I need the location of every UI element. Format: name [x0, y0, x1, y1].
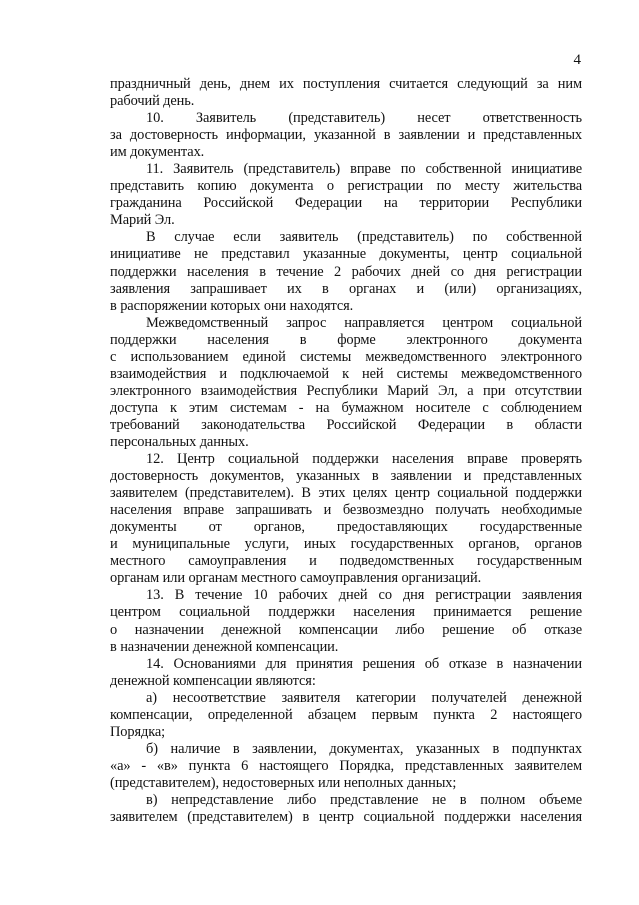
text-line: заявления запрашивает их в органах и (или) организациях, — [110, 280, 582, 297]
text-line: достоверность документов, указанных в заявлении и представленных — [110, 468, 582, 485]
text-line: компенсации, определенной абзацем первым пункта 2 настоящего — [110, 706, 582, 723]
text-line: и муниципальные услуги, иных государственных органов, органов — [110, 536, 582, 553]
text-line: праздничный день, днем их поступления считается следующий за ним — [110, 76, 582, 92]
text-line: 12. Центр социальной поддержки населения вправе проверять — [146, 451, 582, 468]
text-line: в распоряжении которых они находятся. — [110, 297, 354, 314]
text-line: «а» - «в» пункта 6 настоящего Порядка, представленных заявителем — [110, 757, 582, 774]
text-line: Межведомственный запрос направляется центром социальной — [146, 314, 582, 331]
text-line: с использованием единой системы межведомственного электронного — [110, 348, 582, 365]
text-line: 10. Заявитель (представитель) несет ответственность — [146, 110, 582, 127]
text-line: б) наличие в заявлении, документах, указанных в подпунктах — [146, 740, 582, 757]
text-line: инициативе не представил указанные документы, центр социальной — [110, 246, 582, 263]
text-line: В случае если заявитель (представитель) по собственной — [146, 229, 582, 246]
text-line: заявителем (представителем) в центр социальной поддержки населения — [110, 809, 582, 826]
text-line: заявителем (представителем). В этих целях центр социальной поддержки — [110, 485, 582, 502]
text-line: в) непредставление либо представление не в полном объеме — [146, 791, 582, 808]
text-line: документы от органов, предоставляющих государственные — [110, 519, 582, 536]
text-line: за достоверность информации, указанной в заявлении и представленных — [110, 127, 582, 144]
text-line: взаимодействия и подключаемой к ней системы межведомственного — [110, 365, 582, 382]
text-line: Марий Эл. — [110, 212, 175, 229]
text-line: гражданина Российской Федерации на территории Республики — [110, 195, 582, 212]
text-line: поддержки населения в течение 2 рабочих дней со дня регистрации — [110, 263, 582, 280]
text-line: требований законодательства Российской Федерации в области — [110, 416, 582, 433]
text-line: в назначении денежной компенсации. — [110, 638, 339, 655]
text-line: 13. В течение 10 рабочих дней со дня регистрации заявления — [146, 587, 582, 604]
text-line: а) несоответствие заявителя категории получателей денежной — [146, 689, 582, 706]
text-line: населения вправе запрашивать и безвозмездно получать необходимые — [110, 502, 582, 519]
text-line: о назначении денежной компенсации либо решение об отказе — [110, 621, 582, 638]
text-line: органам или органам местного самоуправления организаций. — [110, 570, 482, 587]
text-line: представить копию документа о регистрации по месту жительства — [110, 178, 582, 195]
text-line: центром социальной поддержки населения принимается решение — [110, 604, 582, 621]
text-line: доступа к этим системам - на бумажном носителе с соблюдением — [110, 399, 582, 416]
text-line: поддержки населения в форме электронного документа — [110, 331, 582, 348]
text-line: 11. Заявитель (представитель) вправе по собственной инициативе — [146, 161, 582, 178]
text-line: Порядка; — [110, 723, 166, 740]
text-line: рабочий день. — [110, 93, 195, 110]
text-line: 14. Основаниями для принятия решения об отказе в назначении — [146, 655, 582, 672]
body-text — [110, 76, 582, 826]
text-line: электронного взаимодействия Республики Марий Эл, а при отсутствии — [110, 382, 582, 399]
text-line: (представителем), недостоверных или неполных данных; — [110, 774, 457, 791]
text-line: местного самоуправления и подведомственных государственным — [110, 553, 582, 570]
page-number: 4 — [573, 52, 581, 68]
text-line: денежной компенсации являются: — [110, 672, 316, 689]
text-line: им документах. — [110, 144, 205, 161]
text-line: персональных данных. — [110, 433, 249, 450]
